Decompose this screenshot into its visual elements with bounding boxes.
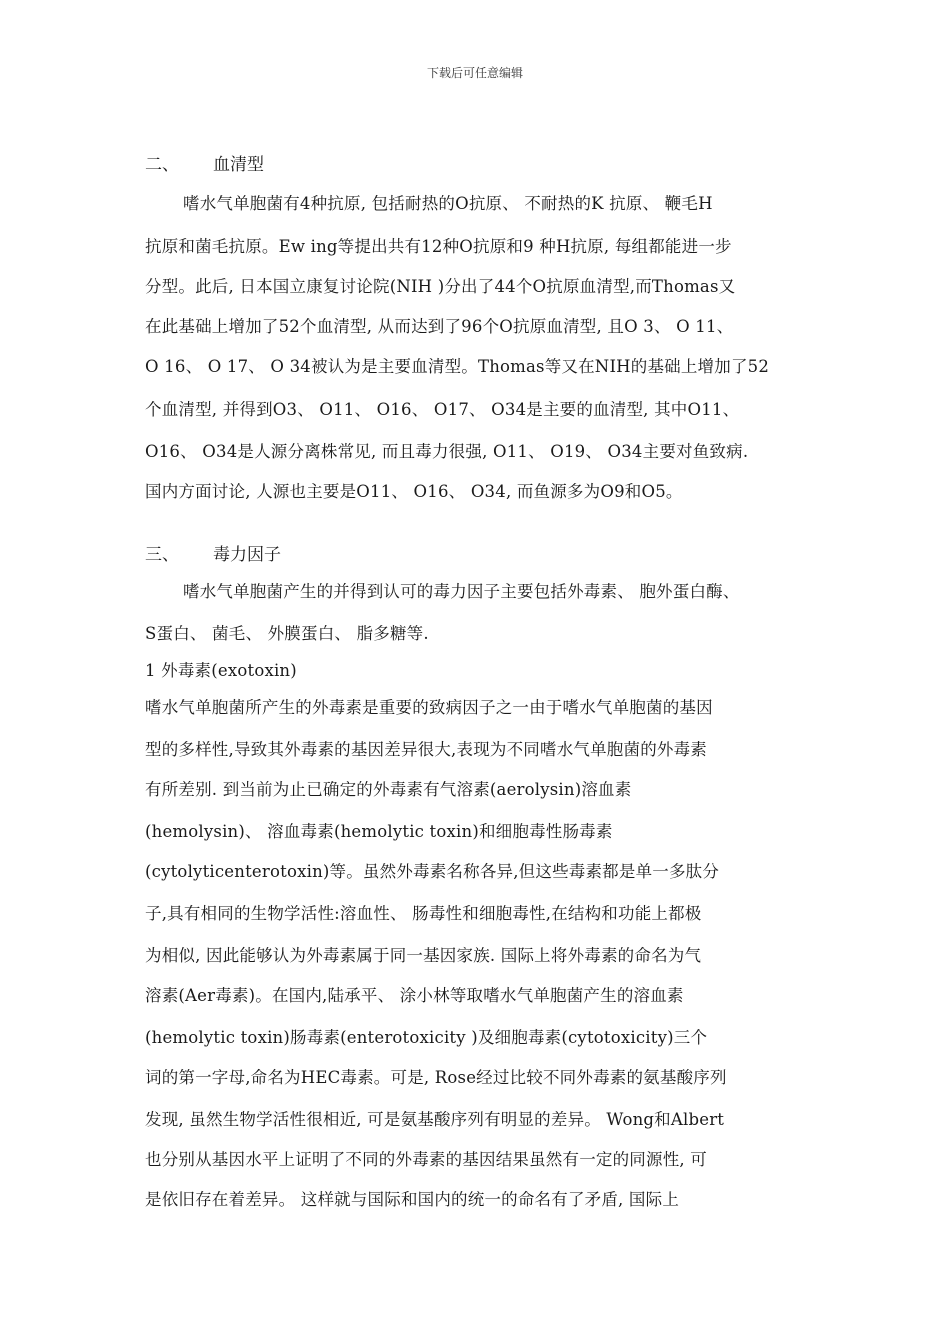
paragraph-line: 型的多样性,导致其外毒素的基因差异很大,表现为不同嗜水气单胞菌的外毒素 [145, 740, 707, 759]
paragraph-line: 嗜水气单胞菌所产生的外毒素是重要的致病因子之一由于嗜水气单胞菌的基因 [145, 698, 713, 717]
paragraph-line: 是依旧存在着差异。 这样就与国际和国内的统一的命名有了矛盾, 国际上 [145, 1190, 680, 1209]
paragraph-line: (cytolyticenterotoxin)等。虽然外毒素名称各异,但这些毒素都是单一多肽分 [145, 862, 720, 881]
paragraph-line: O16、 O34是人源分离株常见, 而且毒力很强, O11、 O19、 O34主要对鱼致病. [145, 442, 749, 461]
paragraph-line: 有所差别. 到当前为止已确定的外毒素有气溶素(aerolysin)溶血素 [145, 780, 632, 799]
paragraph-line: 国内方面讨论, 人源也主要是O11、 O16、 O34, 而鱼源多为O9和O5。 [145, 482, 683, 501]
paragraph-line: S蛋白、 菌毛、 外膜蛋白、 脂多糖等. [145, 624, 429, 643]
paragraph-line: 嗜水气单胞菌产生的并得到认可的毒力因子主要包括外毒素、 胞外蛋白酶、 [183, 582, 740, 601]
paragraph-line: 在此基础上增加了52个血清型, 从而达到了96个O抗原血清型, 且O 3、 O 11、 [145, 317, 734, 336]
section-3-title: 毒力因子 [213, 545, 281, 565]
paragraph-line: 分型。此后, 日本国立康复讨论院(NIH )分出了44个O抗原血清型,而Thomas又 [145, 277, 736, 296]
section-2-title: 血清型 [213, 155, 264, 175]
paragraph-line: 个血清型, 并得到O3、 O11、 O16、 O17、 O34是主要的血清型, 其中O11、 [145, 400, 740, 419]
paragraph-line: (hemolytic toxin)肠毒素(enterotoxicity )及细胞毒素(cytotoxicity)三个 [145, 1028, 708, 1047]
paragraph-line: (hemolysin)、 溶血毒素(hemolytic toxin)和细胞毒性肠毒素 [145, 822, 613, 841]
paragraph-line: 词的第一字母,命名为HEC毒素。可是, Rose经过比较不同外毒素的氨基酸序列 [145, 1068, 727, 1087]
paragraph-line: 子,具有相同的生物学活性:溶血性、 肠毒性和细胞毒性,在结构和功能上都极 [145, 904, 702, 923]
page-header: 下载后可任意编辑 [426, 66, 523, 80]
paragraph-line: 溶素(Aer毒素)。在国内,陆承平、 涂小林等取嗜水气单胞菌产生的溶血素 [145, 986, 684, 1005]
section-3-number: 三、 [145, 545, 179, 565]
paragraph-line: 为相似, 因此能够认为外毒素属于同一基因家族. 国际上将外毒素的命名为气 [145, 946, 702, 965]
section-2-number: 二、 [145, 155, 179, 175]
section-2-heading [145, 150, 264, 175]
paragraph-line: 抗原和菌毛抗原。Ew ing等提出共有12种O抗原和9 种H抗原, 每组都能进一步 [145, 237, 732, 256]
paragraph-line: O 16、 O 17、 O 34被认为是主要血清型。Thomas等又在NIH的基础上增加了52 [145, 357, 770, 376]
section-3-heading [145, 540, 281, 565]
subsection-1-heading: 1 外毒素(exotoxin) [145, 661, 297, 680]
paragraph-line: 也分别从基因水平上证明了不同的外毒素的基因结果虽然有一定的同源性, 可 [145, 1150, 707, 1169]
paragraph-line: 发现, 虽然生物学活性很相近, 可是氨基酸序列有明显的差异。 Wong和Albert [145, 1110, 725, 1129]
paragraph-line: 嗜水气单胞菌有4种抗原, 包括耐热的O抗原、 不耐热的K 抗原、 鞭毛H [183, 194, 713, 213]
